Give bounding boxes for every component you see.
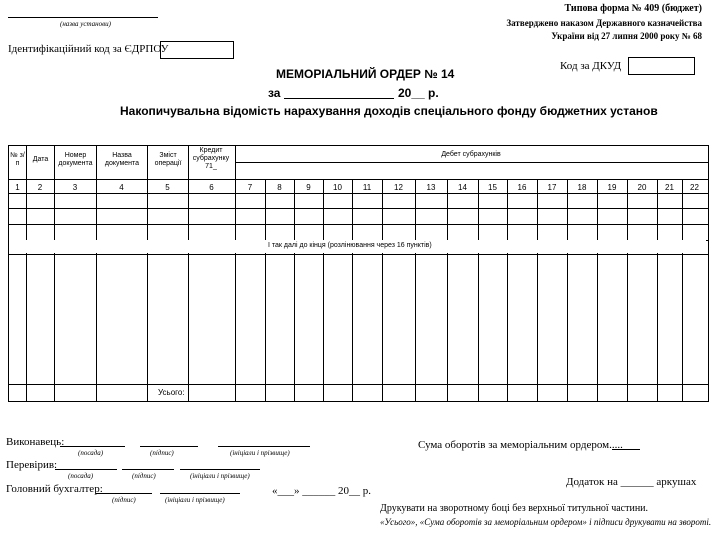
col-number: 1 bbox=[15, 183, 20, 192]
form-type: Типова форма № 409 (бюджет) bbox=[564, 3, 702, 14]
col-number: 2 bbox=[37, 183, 43, 192]
chief-accountant-label: Головний бухгалтер: bbox=[6, 483, 103, 495]
col-header-debit: Дебет субрахунків bbox=[441, 151, 501, 158]
col-number: 18 bbox=[577, 183, 587, 192]
checked-label: Перевірив: bbox=[6, 459, 58, 471]
approved-date: України від 27 липня 2000 року № 68 bbox=[551, 31, 702, 41]
edrpou-code-box[interactable] bbox=[160, 41, 234, 59]
initials-caption: (ініціали і прізвище) bbox=[230, 449, 290, 457]
period-line bbox=[284, 98, 394, 99]
period-prefix: за bbox=[268, 86, 281, 100]
continuation-note: І так далі до кінця (розлінювання через 16 пунктів) bbox=[268, 242, 432, 249]
signature-caption: (підпис) bbox=[132, 472, 156, 480]
dkud-code-box[interactable] bbox=[628, 57, 695, 75]
turnover-value-line[interactable] bbox=[612, 449, 640, 450]
approved-line: Затверджено наказом Державного казначейства bbox=[506, 18, 702, 28]
initials-caption: (ініціали і прізвище) bbox=[190, 472, 250, 480]
col-number: 8 bbox=[277, 183, 282, 192]
org-name-line bbox=[8, 17, 158, 18]
order-title: МЕМОРІАЛЬНИЙ ОРДЕР № 14 bbox=[276, 67, 455, 81]
col-header-date: Дата bbox=[32, 156, 49, 163]
col-number: 11 bbox=[362, 183, 372, 192]
total-label: Усього: bbox=[158, 388, 185, 397]
col-number: 9 bbox=[306, 183, 311, 192]
col-number: 20 bbox=[637, 183, 647, 192]
col-number: 4 bbox=[119, 183, 124, 192]
initials-caption: (ініціали і прізвище) bbox=[165, 496, 225, 504]
position-caption: (посада) bbox=[78, 449, 104, 457]
edrpou-label: Ідентифікаційний код за ЄДРПОУ bbox=[8, 43, 169, 55]
col-header-no: № з/п bbox=[10, 152, 25, 167]
turnover-label: Сума оборотів за меморіальним ордером..... bbox=[418, 439, 623, 451]
col-number: 5 bbox=[165, 183, 170, 192]
col-number: 12 bbox=[394, 183, 403, 192]
col-number: 7 bbox=[247, 183, 253, 192]
col-number: 13 bbox=[426, 183, 436, 192]
col-number: 3 bbox=[72, 183, 78, 192]
dkud-label: Код за ДКУД bbox=[560, 60, 622, 72]
signing-date: «___» ______ 20__ р. bbox=[272, 485, 371, 497]
attachments-label: Додаток на ______ аркушах bbox=[566, 476, 697, 488]
col-number: 16 bbox=[517, 183, 527, 192]
print-note-2: «Усього», «Сума оборотів за меморіальним ордером» і підписи друкувати на звороті. bbox=[380, 517, 712, 527]
col-number: 15 bbox=[488, 183, 497, 192]
col-header-operation: Зміст операції bbox=[154, 152, 182, 167]
col-number: 19 bbox=[607, 183, 617, 192]
signature-caption: (підпис) bbox=[150, 449, 174, 457]
signature-caption: (підпис) bbox=[112, 496, 136, 504]
col-number: 21 bbox=[665, 183, 674, 192]
print-note: Друкувати на зворотному боці без верхньої титульної частини. bbox=[380, 503, 649, 514]
col-header-credit: Кредит субрахунку 71_ bbox=[192, 147, 230, 170]
col-number: 14 bbox=[458, 183, 467, 192]
executor-label: Виконавець: bbox=[6, 436, 65, 448]
org-name-caption: (назва установи) bbox=[60, 20, 111, 28]
col-header-doc-name: Назва документа bbox=[104, 152, 140, 167]
col-number: 22 bbox=[690, 183, 699, 192]
col-number: 6 bbox=[209, 183, 214, 192]
period-year: 20__ р. bbox=[398, 86, 439, 100]
col-number: 10 bbox=[333, 183, 342, 192]
col-header-doc-number: Номер документа bbox=[58, 152, 93, 167]
position-caption: (посада) bbox=[68, 472, 94, 480]
col-number: 17 bbox=[547, 183, 557, 192]
ledger-subtitle: Накопичувальна відомість нарахування доходів спеціального фонду бюджетних установ bbox=[120, 104, 658, 118]
